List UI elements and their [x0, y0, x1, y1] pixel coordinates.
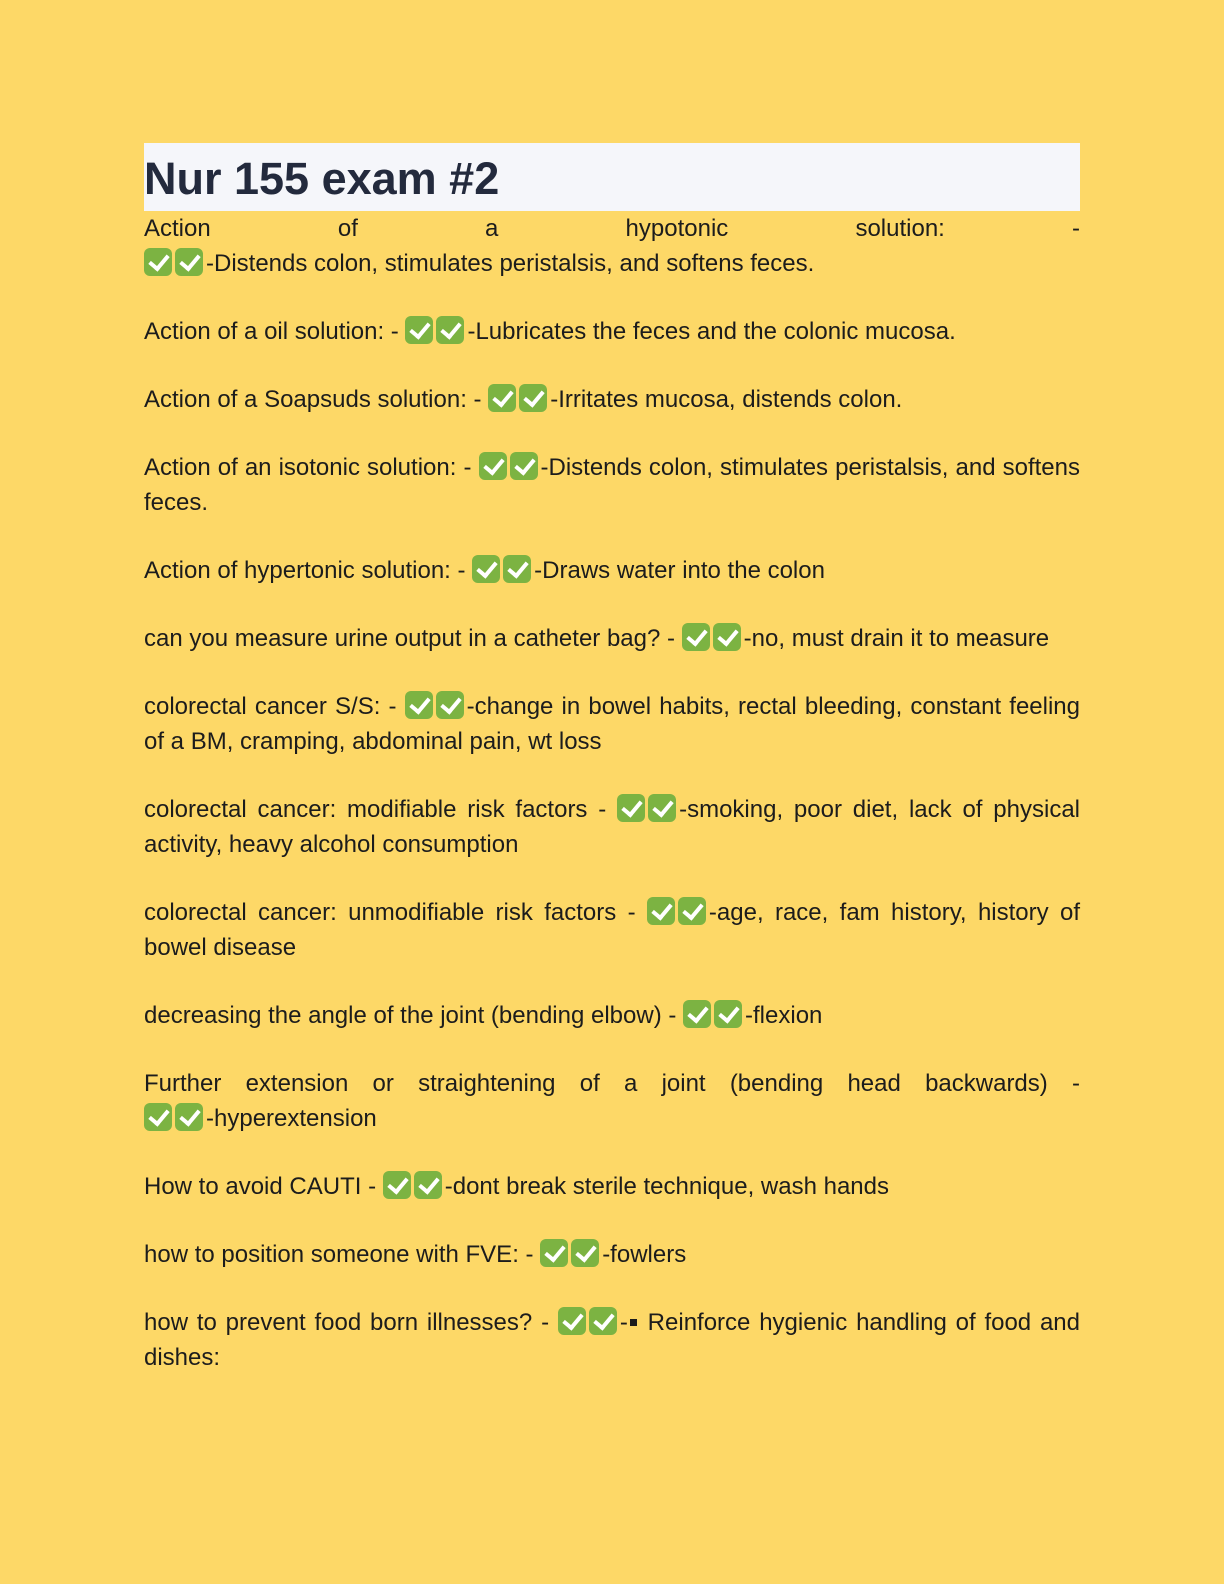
entry-question: Further extension or straightening of a joint (bending head backwards) - — [144, 1070, 1080, 1097]
list-item — [144, 1305, 1080, 1375]
list-item — [144, 211, 1080, 281]
check-mark-icon — [617, 794, 645, 822]
list-item — [144, 450, 1080, 520]
entry-question: can you measure urine output in a catheter bag? - — [144, 625, 682, 652]
entry-list — [144, 211, 1080, 1375]
check-mark-icon — [144, 248, 172, 276]
check-mark-icon — [713, 623, 741, 651]
list-item — [144, 1066, 1080, 1136]
entry-answer: -change in bowel habits, rectal bleeding, constant feeling of a BM, cramping, abdominal pain, wt loss — [144, 693, 1081, 755]
check-mark-icon — [436, 316, 464, 344]
check-marks — [540, 1241, 602, 1268]
check-marks — [558, 1309, 639, 1336]
entry-answer: -Lubricates the feces and the colonic mucosa. — [467, 318, 956, 345]
square-bullet-icon — [630, 1319, 637, 1326]
list-item — [144, 553, 1080, 588]
list-item — [144, 621, 1080, 656]
list-item — [144, 1169, 1080, 1204]
list-item — [144, 792, 1080, 862]
check-mark-icon — [503, 555, 531, 583]
check-mark-icon — [405, 316, 433, 344]
entry-answer: -flexion — [745, 1002, 823, 1029]
check-marks — [472, 557, 534, 584]
check-mark-icon — [558, 1307, 586, 1335]
check-marks — [488, 386, 902, 413]
entry-answer: -Distends colon, stimulates peristalsis, and softens feces. — [144, 454, 1080, 516]
check-marks — [405, 693, 467, 720]
entry-answer: -hyperextension — [206, 1105, 377, 1132]
check-mark-icon — [519, 384, 547, 412]
entry-answer: -age, race, fam history, history of bowel disease — [144, 899, 1080, 961]
check-mark-icon — [648, 794, 676, 822]
entry-answer: -Irritates mucosa, distends colon. — [550, 386, 903, 413]
entry-question: Action of an isotonic solution: - — [144, 454, 479, 481]
list-item — [144, 1237, 1080, 1272]
check-marks — [682, 625, 744, 652]
entry-answer: -Distends colon, stimulates peristalsis, and softens feces. — [206, 250, 815, 277]
entry-question: decreasing the angle of the joint (bending elbow) - — [144, 1002, 684, 1029]
entry-question: How to avoid CAUTI - — [144, 1173, 383, 1200]
page-title: Nur 155 exam #2 — [144, 152, 500, 204]
entry-answer: Reinforce hygienic handling of food and dishes: — [144, 1309, 1081, 1371]
entry-question: how to position someone with FVE: - — [144, 1241, 541, 1268]
check-mark-icon — [682, 623, 710, 651]
check-marks — [683, 1002, 745, 1029]
list-item — [144, 998, 1080, 1033]
check-mark-icon — [405, 691, 433, 719]
check-mark-icon — [472, 555, 500, 583]
entry-question: Action of hypertonic solution: - — [144, 557, 473, 584]
entry-answer-prefix: - — [619, 1309, 628, 1336]
entry-answer: -fowlers — [602, 1241, 687, 1268]
check-mark-icon — [175, 1103, 203, 1131]
title-bar — [144, 143, 1080, 211]
check-mark-icon — [488, 384, 516, 412]
check-marks — [144, 1105, 377, 1132]
check-mark-icon — [589, 1307, 617, 1335]
check-mark-icon — [436, 691, 464, 719]
check-mark-icon — [647, 897, 675, 925]
check-mark-icon — [683, 1000, 711, 1028]
entry-answer: -no, must drain it to measure — [743, 625, 1050, 652]
check-marks — [617, 796, 679, 823]
check-mark-icon — [714, 1000, 742, 1028]
check-marks — [647, 899, 709, 926]
entry-question: Action of a oil solution: - — [144, 318, 406, 345]
check-marks — [479, 454, 541, 481]
entry-question: how to prevent food born illnesses? - — [144, 1309, 558, 1336]
list-item — [144, 314, 1080, 349]
list-item — [144, 689, 1080, 759]
check-mark-icon — [175, 248, 203, 276]
check-marks — [405, 318, 955, 345]
entry-question: colorectal cancer S/S: - — [144, 693, 405, 720]
check-mark-icon — [540, 1239, 568, 1267]
check-mark-icon — [144, 1103, 172, 1131]
list-item — [144, 382, 1080, 417]
check-mark-icon — [571, 1239, 599, 1267]
entry-question: Action of a Soapsuds solution: - — [144, 386, 489, 413]
check-mark-icon — [678, 897, 706, 925]
check-mark-icon — [479, 452, 507, 480]
entry-answer: -smoking, poor diet, lack of physical activity, heavy alcohol consumption — [144, 796, 1080, 858]
document-page — [144, 143, 1080, 1408]
check-marks — [383, 1173, 445, 1200]
entry-answer: -Draws water into the colon — [534, 557, 825, 584]
entry-answer: -dont break sterile technique, wash hands — [444, 1173, 890, 1200]
list-item — [144, 895, 1080, 965]
entry-question: colorectal cancer: modifiable risk factors - — [144, 796, 618, 823]
check-mark-icon — [383, 1171, 411, 1199]
check-mark-icon — [414, 1171, 442, 1199]
entry-question: colorectal cancer: unmodifiable risk factors - — [144, 899, 647, 926]
entry-question: Action of a hypotonic solution: - — [144, 215, 1080, 242]
check-marks — [144, 250, 814, 277]
check-mark-icon — [510, 452, 538, 480]
